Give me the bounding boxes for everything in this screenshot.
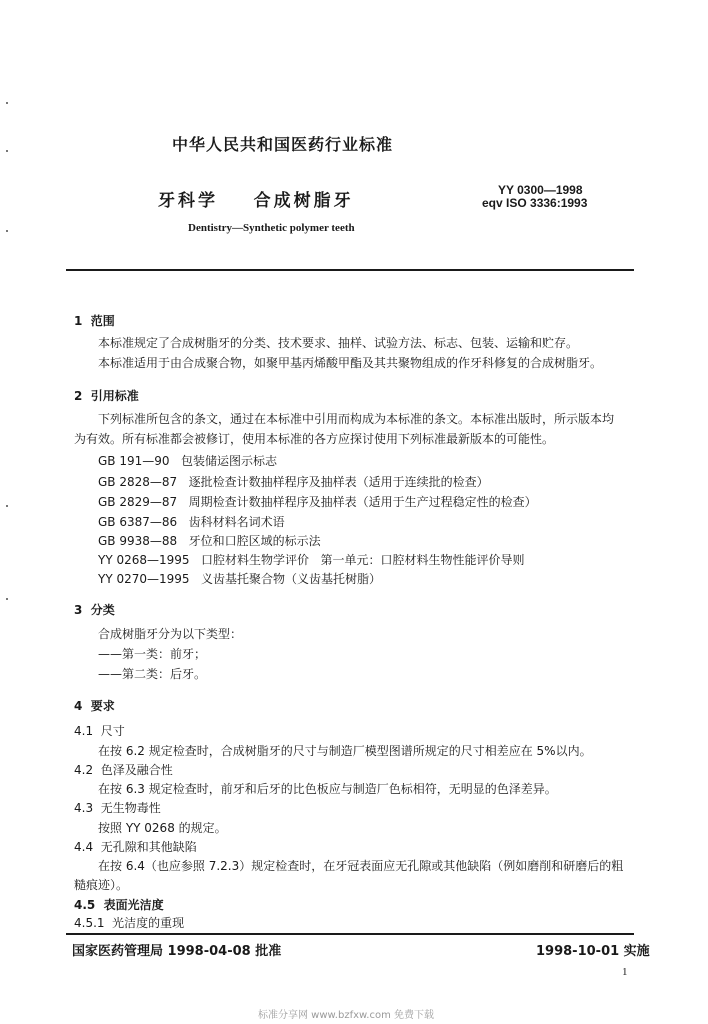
reference-item: GB 6387—86 齿科材料名词术语 [98,515,285,529]
section-4-heading: 4 要求 [74,699,115,713]
section-3-heading: 3 分类 [74,603,115,617]
english-title: Dentistry—Synthetic polymer teeth [188,222,355,234]
reference-item: GB 2828—87 逐批检查计数抽样程序及抽样表（适用于连续批的检查） [98,475,489,489]
section-1-para-1: 本标准规定了合成树脂牙的分类、技术要求、抽样、试验方法、标志、包装、运输和贮存。 [98,336,579,350]
section-2-para-line-2: 为有效。所有标准都会被修订，使用本标准的各方应探讨使用下列标准最新版本的可能性。 [74,432,555,446]
reference-item: YY 0268—1995 口腔材料生物学评价 第一单元：口腔材料生物性能评价导则 [98,553,525,567]
scan-speck [6,150,8,152]
reference-item: YY 0270—1995 义齿基托聚合物（义齿基托树脂） [98,572,381,586]
section-2-heading: 2 引用标准 [74,389,139,403]
standard-code: YY 0300—1998 [498,183,583,197]
subsection-4-4-text-line-1: 在按 6.4（也应参照 7.2.3）规定检查时，在牙冠表面应无孔隙或其他缺陷（例如磨削和研磨后的粗 [98,859,624,873]
classification-item: ——第二类：后牙。 [98,667,207,681]
section-1-heading: 1 范围 [74,314,115,328]
subsection-4-2-text: 在按 6.3 规定检查时，前牙和后牙的比色板应与制造厂色标相符，无明显的色泽差异。 [98,782,557,796]
equivalent-standard: eqv ISO 3336:1993 [482,196,588,210]
reference-item: GB 9938—88 牙位和口腔区域的标示法 [98,534,321,548]
scan-speck [6,598,8,600]
subsection-4-2-title: 4.2 色泽及融合性 [74,763,173,777]
standard-title: 牙科学 合成树脂牙 [158,191,354,211]
subsection-4-5-title: 4.5 表面光洁度 [74,898,164,912]
page-number: 1 [622,966,628,978]
header-divider [66,269,634,271]
section-1-para-2: 本标准适用于由合成聚合物，如聚甲基丙烯酸甲酯及其共聚物组成的作牙科修复的合成树脂牙。 [98,356,603,370]
section-2-para-line-1: 下列标准所包含的条文，通过在本标准中引用而构成为本标准的条文。本标准出版时，所示版本均 [98,412,615,426]
subsection-4-1-text: 在按 6.2 规定检查时，合成树脂牙的尺寸与制造厂模型图谱所规定的尺寸相差应在 5%以内。 [98,744,592,758]
scan-speck [6,505,8,507]
approval-statement: 国家医药管理局 1998-04-08 批准 [72,944,282,959]
subsection-4-4-title: 4.4 无孔隙和其他缺陷 [74,840,197,854]
subsection-4-5-1-title: 4.5.1 光洁度的重现 [74,916,185,930]
subsection-4-3-title: 4.3 无生物毒性 [74,801,161,815]
subsection-4-1-title: 4.1 尺寸 [74,724,125,738]
classification-item: ——第一类：前牙； [98,647,207,661]
section-3-para: 合成树脂牙分为以下类型： [98,627,243,641]
subsection-4-4-text-line-2: 糙痕迹）。 [74,878,129,892]
scan-speck [6,102,8,104]
reference-item: GB 191—90 包装储运图示标志 [98,454,277,468]
implementation-date: 1998-10-01 实施 [536,944,650,959]
reference-item: GB 2829—87 周期检查计数抽样程序及抽样表（适用于生产过程稳定性的检查） [98,495,537,509]
watermark: 标准分享网 www.bzfxw.com 免费下载 [258,1010,434,1021]
footer-divider [66,933,634,935]
subsection-4-3-text: 按照 YY 0268 的规定。 [98,821,227,835]
issuing-body: 中华人民共和国医药行业标准 [172,135,394,154]
scan-speck [6,230,8,232]
